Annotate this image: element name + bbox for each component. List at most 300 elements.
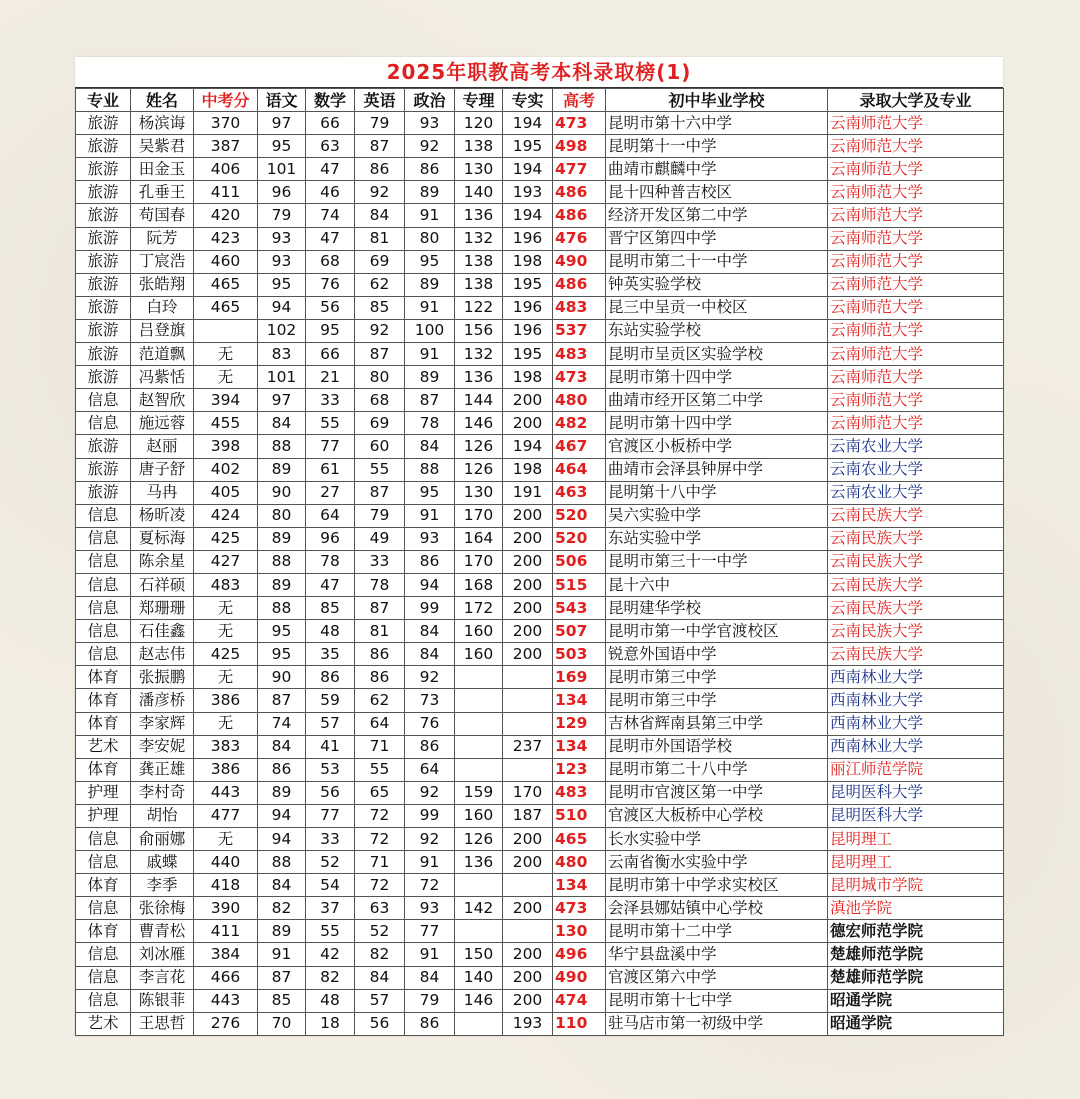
math-cell: 63 (306, 135, 355, 158)
major-cell: 护理 (76, 804, 131, 827)
name-cell: 赵志伟 (131, 643, 194, 666)
spec-practice-cell: 200 (503, 966, 553, 989)
university-cell: 云南师范大学 (828, 389, 1004, 412)
university-cell: 云南民族大学 (828, 504, 1004, 527)
spec-practice-cell (503, 874, 553, 897)
major-cell: 信息 (76, 504, 131, 527)
gaokao-cell: 483 (553, 343, 606, 366)
table-row (76, 135, 1004, 158)
table-row (76, 920, 1004, 943)
math-cell: 66 (306, 343, 355, 366)
name-cell: 陈余星 (131, 550, 194, 573)
zhongkao-cell: 387 (194, 135, 258, 158)
university-cell: 云南师范大学 (828, 296, 1004, 319)
spec-theory-cell: 140 (455, 181, 503, 204)
table-body (76, 112, 1004, 1036)
spec-theory-cell: 126 (455, 435, 503, 458)
spec-practice-cell: 187 (503, 804, 553, 827)
spec-practice-cell: 200 (503, 504, 553, 527)
university-cell: 云南农业大学 (828, 435, 1004, 458)
school-cell: 昆明市第三十一中学 (606, 550, 828, 573)
english-cell: 71 (355, 735, 405, 758)
table-row (76, 504, 1004, 527)
spec-practice-cell: 198 (503, 250, 553, 273)
gaokao-cell: 134 (553, 874, 606, 897)
university-cell: 西南林业大学 (828, 712, 1004, 735)
school-cell: 东站实验中学 (606, 527, 828, 550)
english-cell: 60 (355, 435, 405, 458)
school-cell: 官渡区小板桥中学 (606, 435, 828, 458)
gaokao-cell: 483 (553, 296, 606, 319)
gaokao-cell: 486 (553, 204, 606, 227)
name-cell: 施远蓉 (131, 412, 194, 435)
english-cell: 81 (355, 620, 405, 643)
english-cell: 63 (355, 897, 405, 920)
name-cell: 张皓翔 (131, 273, 194, 296)
table-row (76, 412, 1004, 435)
spec-theory-cell (455, 689, 503, 712)
chinese-cell: 84 (258, 412, 306, 435)
header-zhongkao: 中考分 (194, 89, 258, 112)
gaokao-cell: 476 (553, 227, 606, 250)
name-cell: 吴紫君 (131, 135, 194, 158)
major-cell: 旅游 (76, 250, 131, 273)
english-cell: 68 (355, 389, 405, 412)
chinese-cell: 94 (258, 804, 306, 827)
major-cell: 旅游 (76, 343, 131, 366)
math-cell: 33 (306, 828, 355, 851)
math-cell: 47 (306, 227, 355, 250)
header-major: 专业 (76, 89, 131, 112)
spec-theory-cell (455, 758, 503, 781)
spec-practice-cell: 198 (503, 366, 553, 389)
chinese-cell: 89 (258, 920, 306, 943)
table-row (76, 435, 1004, 458)
zhongkao-cell: 383 (194, 735, 258, 758)
english-cell: 84 (355, 966, 405, 989)
gaokao-cell: 480 (553, 851, 606, 874)
university-cell: 昆明医科大学 (828, 804, 1004, 827)
zhongkao-cell: 无 (194, 712, 258, 735)
english-cell: 85 (355, 296, 405, 319)
table-row (76, 897, 1004, 920)
name-cell: 戚蝶 (131, 851, 194, 874)
school-cell: 晋宁区第四中学 (606, 227, 828, 250)
spec-practice-cell: 200 (503, 550, 553, 573)
table-row (76, 296, 1004, 319)
english-cell: 92 (355, 319, 405, 342)
gaokao-cell: 134 (553, 735, 606, 758)
school-cell: 昆十四种普吉校区 (606, 181, 828, 204)
politics-cell: 91 (405, 343, 455, 366)
spec-practice-cell: 195 (503, 273, 553, 296)
spec-theory-cell: 126 (455, 828, 503, 851)
zhongkao-cell: 无 (194, 366, 258, 389)
english-cell: 86 (355, 158, 405, 181)
politics-cell: 91 (405, 204, 455, 227)
spec-theory-cell: 130 (455, 158, 503, 181)
spec-theory-cell: 136 (455, 851, 503, 874)
school-cell: 昆明市第一中学官渡校区 (606, 620, 828, 643)
chinese-cell: 89 (258, 573, 306, 596)
major-cell: 体育 (76, 874, 131, 897)
table-row (76, 227, 1004, 250)
zhongkao-cell: 390 (194, 897, 258, 920)
gaokao-cell: 473 (553, 112, 606, 135)
math-cell: 64 (306, 504, 355, 527)
name-cell: 夏标海 (131, 527, 194, 550)
english-cell: 87 (355, 597, 405, 620)
school-cell: 昆明第十八中学 (606, 481, 828, 504)
name-cell: 石佳鑫 (131, 620, 194, 643)
table-row (76, 666, 1004, 689)
politics-cell: 80 (405, 227, 455, 250)
english-cell: 56 (355, 1012, 405, 1035)
math-cell: 59 (306, 689, 355, 712)
major-cell: 信息 (76, 573, 131, 596)
zhongkao-cell: 420 (194, 204, 258, 227)
zhongkao-cell: 440 (194, 851, 258, 874)
name-cell: 李家辉 (131, 712, 194, 735)
spec-theory-cell: 140 (455, 966, 503, 989)
spec-theory-cell: 150 (455, 943, 503, 966)
spec-practice-cell: 200 (503, 897, 553, 920)
spec-practice-cell: 191 (503, 481, 553, 504)
spec-theory-cell: 156 (455, 319, 503, 342)
zhongkao-cell: 402 (194, 458, 258, 481)
math-cell: 77 (306, 435, 355, 458)
english-cell: 86 (355, 643, 405, 666)
gaokao-cell: 483 (553, 781, 606, 804)
name-cell: 阮芳 (131, 227, 194, 250)
name-cell: 潘彦桥 (131, 689, 194, 712)
politics-cell: 76 (405, 712, 455, 735)
table-row (76, 319, 1004, 342)
university-cell: 昆明城市学院 (828, 874, 1004, 897)
major-cell: 信息 (76, 620, 131, 643)
zhongkao-cell: 398 (194, 435, 258, 458)
gaokao-cell: 506 (553, 550, 606, 573)
name-cell: 杨滨诲 (131, 112, 194, 135)
gaokao-cell: 473 (553, 366, 606, 389)
gaokao-cell: 510 (553, 804, 606, 827)
spec-practice-cell: 200 (503, 527, 553, 550)
zhongkao-cell: 无 (194, 828, 258, 851)
english-cell: 84 (355, 204, 405, 227)
math-cell: 74 (306, 204, 355, 227)
spec-theory-cell: 160 (455, 620, 503, 643)
major-cell: 信息 (76, 989, 131, 1012)
school-cell: 昆明市第三中学 (606, 666, 828, 689)
chinese-cell: 84 (258, 735, 306, 758)
spec-theory-cell: 144 (455, 389, 503, 412)
politics-cell: 86 (405, 735, 455, 758)
university-cell: 云南师范大学 (828, 204, 1004, 227)
spec-theory-cell: 164 (455, 527, 503, 550)
spec-theory-cell: 136 (455, 366, 503, 389)
chinese-cell: 88 (258, 597, 306, 620)
table-row (76, 389, 1004, 412)
zhongkao-cell: 483 (194, 573, 258, 596)
university-cell: 西南林业大学 (828, 689, 1004, 712)
table-row (76, 181, 1004, 204)
english-cell: 72 (355, 804, 405, 827)
zhongkao-cell: 411 (194, 920, 258, 943)
spec-practice-cell: 200 (503, 989, 553, 1012)
zhongkao-cell: 386 (194, 689, 258, 712)
gaokao-cell: 503 (553, 643, 606, 666)
chinese-cell: 94 (258, 296, 306, 319)
school-cell: 昆明市第十二中学 (606, 920, 828, 943)
math-cell: 66 (306, 112, 355, 135)
chinese-cell: 82 (258, 897, 306, 920)
major-cell: 旅游 (76, 112, 131, 135)
university-cell: 云南师范大学 (828, 135, 1004, 158)
school-cell: 昆明第十一中学 (606, 135, 828, 158)
name-cell: 石祥硕 (131, 573, 194, 596)
zhongkao-cell: 465 (194, 296, 258, 319)
math-cell: 53 (306, 758, 355, 781)
table-row (76, 804, 1004, 827)
english-cell: 52 (355, 920, 405, 943)
school-cell: 昆明市第十七中学 (606, 989, 828, 1012)
spec-practice-cell: 200 (503, 597, 553, 620)
english-cell: 86 (355, 666, 405, 689)
university-cell: 丽江师范学院 (828, 758, 1004, 781)
zhongkao-cell: 无 (194, 343, 258, 366)
zhongkao-cell: 425 (194, 643, 258, 666)
zhongkao-cell: 276 (194, 1012, 258, 1035)
university-cell: 德宏师范学院 (828, 920, 1004, 943)
chinese-cell: 90 (258, 481, 306, 504)
spec-theory-cell (455, 712, 503, 735)
math-cell: 95 (306, 319, 355, 342)
university-cell: 西南林业大学 (828, 666, 1004, 689)
name-cell: 赵智欣 (131, 389, 194, 412)
name-cell: 丁宸浩 (131, 250, 194, 273)
name-cell: 张振鹏 (131, 666, 194, 689)
university-cell: 云南师范大学 (828, 250, 1004, 273)
gaokao-cell: 496 (553, 943, 606, 966)
university-cell: 云南师范大学 (828, 319, 1004, 342)
spec-practice-cell: 200 (503, 943, 553, 966)
chinese-cell: 84 (258, 874, 306, 897)
math-cell: 41 (306, 735, 355, 758)
english-cell: 72 (355, 828, 405, 851)
gaokao-cell: 463 (553, 481, 606, 504)
spec-practice-cell (503, 689, 553, 712)
politics-cell: 91 (405, 296, 455, 319)
university-cell: 云南民族大学 (828, 620, 1004, 643)
spec-practice-cell (503, 712, 553, 735)
spec-practice-cell: 195 (503, 343, 553, 366)
admission-sheet (75, 57, 1003, 1036)
table-row (76, 989, 1004, 1012)
table-row (76, 712, 1004, 735)
table-row (76, 204, 1004, 227)
table-row (76, 343, 1004, 366)
spec-theory-cell: 170 (455, 504, 503, 527)
english-cell: 80 (355, 366, 405, 389)
chinese-cell: 95 (258, 135, 306, 158)
gaokao-cell: 464 (553, 458, 606, 481)
spec-practice-cell: 200 (503, 851, 553, 874)
major-cell: 信息 (76, 412, 131, 435)
gaokao-cell: 498 (553, 135, 606, 158)
name-cell: 范道飘 (131, 343, 194, 366)
school-cell: 昆明市第二十一中学 (606, 250, 828, 273)
math-cell: 52 (306, 851, 355, 874)
chinese-cell: 74 (258, 712, 306, 735)
math-cell: 48 (306, 989, 355, 1012)
chinese-cell: 96 (258, 181, 306, 204)
math-cell: 27 (306, 481, 355, 504)
gaokao-cell: 474 (553, 989, 606, 1012)
math-cell: 37 (306, 897, 355, 920)
spec-practice-cell (503, 920, 553, 943)
table-row (76, 458, 1004, 481)
table-row (76, 735, 1004, 758)
table-row (76, 874, 1004, 897)
school-cell: 曲靖市麒麟中学 (606, 158, 828, 181)
math-cell: 85 (306, 597, 355, 620)
chinese-cell: 79 (258, 204, 306, 227)
major-cell: 旅游 (76, 296, 131, 319)
spec-theory-cell: 159 (455, 781, 503, 804)
major-cell: 信息 (76, 966, 131, 989)
math-cell: 78 (306, 550, 355, 573)
university-cell: 云南师范大学 (828, 343, 1004, 366)
spec-theory-cell: 132 (455, 343, 503, 366)
name-cell: 郑珊珊 (131, 597, 194, 620)
zhongkao-cell: 无 (194, 620, 258, 643)
name-cell: 陈银菲 (131, 989, 194, 1012)
chinese-cell: 97 (258, 112, 306, 135)
major-cell: 信息 (76, 943, 131, 966)
zhongkao-cell: 443 (194, 781, 258, 804)
spec-theory-cell: 138 (455, 135, 503, 158)
school-cell: 吉林省辉南县第三中学 (606, 712, 828, 735)
spec-theory-cell: 122 (455, 296, 503, 319)
chinese-cell: 90 (258, 666, 306, 689)
zhongkao-cell: 423 (194, 227, 258, 250)
name-cell: 李季 (131, 874, 194, 897)
politics-cell: 95 (405, 250, 455, 273)
politics-cell: 94 (405, 573, 455, 596)
english-cell: 72 (355, 874, 405, 897)
school-cell: 官渡区第六中学 (606, 966, 828, 989)
english-cell: 87 (355, 343, 405, 366)
math-cell: 96 (306, 527, 355, 550)
spec-theory-cell (455, 1012, 503, 1035)
gaokao-cell: 169 (553, 666, 606, 689)
chinese-cell: 87 (258, 966, 306, 989)
major-cell: 信息 (76, 828, 131, 851)
zhongkao-cell: 384 (194, 943, 258, 966)
spec-practice-cell: 193 (503, 1012, 553, 1035)
gaokao-cell: 480 (553, 389, 606, 412)
math-cell: 47 (306, 573, 355, 596)
gaokao-cell: 486 (553, 181, 606, 204)
chinese-cell: 95 (258, 273, 306, 296)
table-row (76, 273, 1004, 296)
english-cell: 69 (355, 250, 405, 273)
school-cell: 昆明市第十中学求实校区 (606, 874, 828, 897)
university-cell: 云南民族大学 (828, 527, 1004, 550)
politics-cell: 86 (405, 550, 455, 573)
major-cell: 信息 (76, 389, 131, 412)
spec-theory-cell: 172 (455, 597, 503, 620)
spec-theory-cell (455, 666, 503, 689)
zhongkao-cell: 405 (194, 481, 258, 504)
politics-cell: 88 (405, 458, 455, 481)
english-cell: 57 (355, 989, 405, 1012)
politics-cell: 92 (405, 135, 455, 158)
spec-theory-cell: 146 (455, 989, 503, 1012)
university-cell: 云南师范大学 (828, 181, 1004, 204)
english-cell: 78 (355, 573, 405, 596)
school-cell: 昆明市第十四中学 (606, 412, 828, 435)
major-cell: 体育 (76, 712, 131, 735)
math-cell: 57 (306, 712, 355, 735)
chinese-cell: 85 (258, 989, 306, 1012)
spec-practice-cell: 198 (503, 458, 553, 481)
university-cell: 云南师范大学 (828, 158, 1004, 181)
math-cell: 77 (306, 804, 355, 827)
spec-theory-cell (455, 920, 503, 943)
table-row (76, 851, 1004, 874)
math-cell: 56 (306, 781, 355, 804)
name-cell: 赵丽 (131, 435, 194, 458)
table-row (76, 966, 1004, 989)
chinese-cell: 93 (258, 227, 306, 250)
english-cell: 87 (355, 135, 405, 158)
header-politics: 政治 (405, 89, 455, 112)
spec-theory-cell: 170 (455, 550, 503, 573)
school-cell: 东站实验学校 (606, 319, 828, 342)
zhongkao-cell (194, 319, 258, 342)
politics-cell: 95 (405, 481, 455, 504)
school-cell: 官渡区大板桥中心学校 (606, 804, 828, 827)
school-cell: 昆明市第十六中学 (606, 112, 828, 135)
zhongkao-cell: 无 (194, 666, 258, 689)
spec-practice-cell: 170 (503, 781, 553, 804)
school-cell: 曲靖市经开区第二中学 (606, 389, 828, 412)
spec-theory-cell (455, 874, 503, 897)
table-row (76, 620, 1004, 643)
school-cell: 华宁县盘溪中学 (606, 943, 828, 966)
header-spec-theory: 专理 (455, 89, 503, 112)
major-cell: 旅游 (76, 158, 131, 181)
gaokao-cell: 473 (553, 897, 606, 920)
zhongkao-cell: 394 (194, 389, 258, 412)
university-cell: 昭通学院 (828, 1012, 1004, 1035)
politics-cell: 99 (405, 804, 455, 827)
school-cell: 昆三中呈贡一中校区 (606, 296, 828, 319)
university-cell: 云南民族大学 (828, 550, 1004, 573)
zhongkao-cell: 466 (194, 966, 258, 989)
chinese-cell: 80 (258, 504, 306, 527)
math-cell: 33 (306, 389, 355, 412)
major-cell: 信息 (76, 597, 131, 620)
university-cell: 云南农业大学 (828, 481, 1004, 504)
spec-theory-cell: 138 (455, 250, 503, 273)
spec-practice-cell: 193 (503, 181, 553, 204)
spec-practice-cell: 200 (503, 389, 553, 412)
major-cell: 信息 (76, 643, 131, 666)
math-cell: 68 (306, 250, 355, 273)
spec-practice-cell: 194 (503, 204, 553, 227)
